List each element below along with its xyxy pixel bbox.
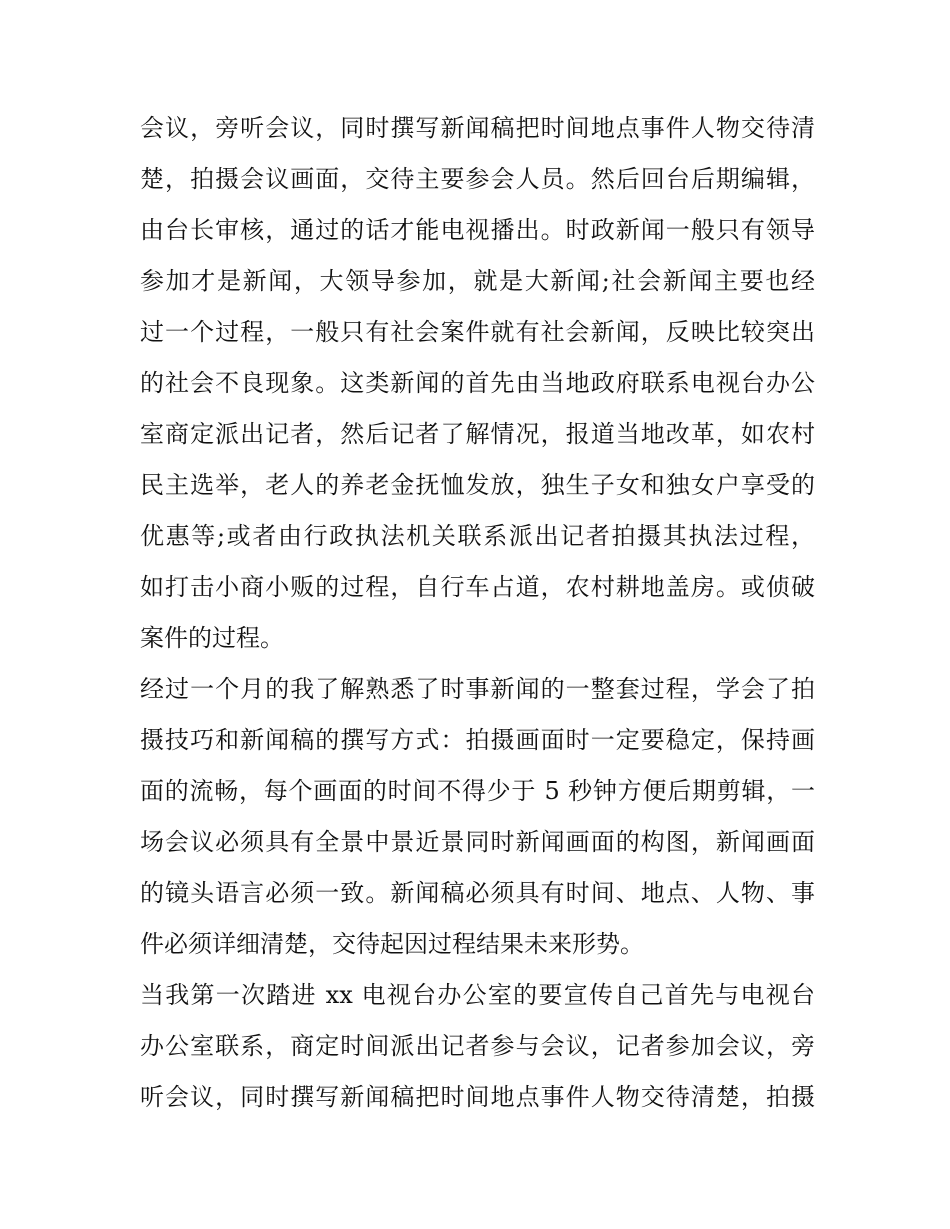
text-line-19: 办公室联系，商定时间派出记者参与会议，记者参加会议，旁	[140, 1032, 815, 1060]
document-body	[140, 103, 815, 1123]
text-line-16: 的镜头语言必须一致。新闻稿必须具有时间、地点、人物、事	[140, 879, 815, 907]
text-line-5: 过一个过程，一般只有社会案件就有社会新闻，反映比较突出	[140, 318, 815, 346]
text-line-10: 如打击小商小贩的过程，自行车占道，农村耕地盖房。或侦破	[140, 573, 815, 601]
text-line-13: 摄技巧和新闻稿的撰写方式：拍摄画面时一定要稳定，保持画	[140, 726, 815, 754]
text-line-15: 场会议必须具有全景中景近景同时新闻画面的构图，新闻画面	[140, 828, 815, 856]
text-line-14: 面的流畅，每个画面的时间不得少于 5 秒钟方便后期剪辑，一	[140, 777, 815, 805]
text-line-8: 民主选举，老人的养老金抚恤发放，独生子女和独女户享受的	[140, 471, 815, 499]
text-line-2: 楚，拍摄会议画面，交待主要参会人员。然后回台后期编辑，	[140, 165, 815, 193]
text-line-20: 听会议，同时撰写新闻稿把时间地点事件人物交待清楚，拍摄	[140, 1083, 815, 1111]
text-line-7: 室商定派出记者，然后记者了解情况，报道当地改革，如农村	[140, 420, 815, 448]
text-line-12: 经过一个月的我了解熟悉了时事新闻的一整套过程，学会了拍	[140, 675, 815, 703]
text-line-4: 参加才是新闻，大领导参加，就是大新闻;社会新闻主要也经	[140, 267, 815, 295]
text-line-17: 件必须详细清楚，交待起因过程结果未来形势。	[140, 930, 644, 958]
text-line-9: 优惠等;或者由行政执法机关联系派出记者拍摄其执法过程，	[140, 522, 815, 550]
text-line-6: 的社会不良现象。这类新闻的首先由当地政府联系电视台办公	[140, 369, 815, 397]
text-line-11: 案件的过程。	[140, 624, 284, 652]
text-line-18: 当我第一次踏进 xx 电视台办公室的要宣传自己首先与电视台	[140, 981, 815, 1009]
text-line-1: 会议，旁听会议，同时撰写新闻稿把时间地点事件人物交待清	[140, 114, 815, 142]
text-line-3: 由台长审核，通过的话才能电视播出。时政新闻一般只有领导	[140, 216, 815, 244]
